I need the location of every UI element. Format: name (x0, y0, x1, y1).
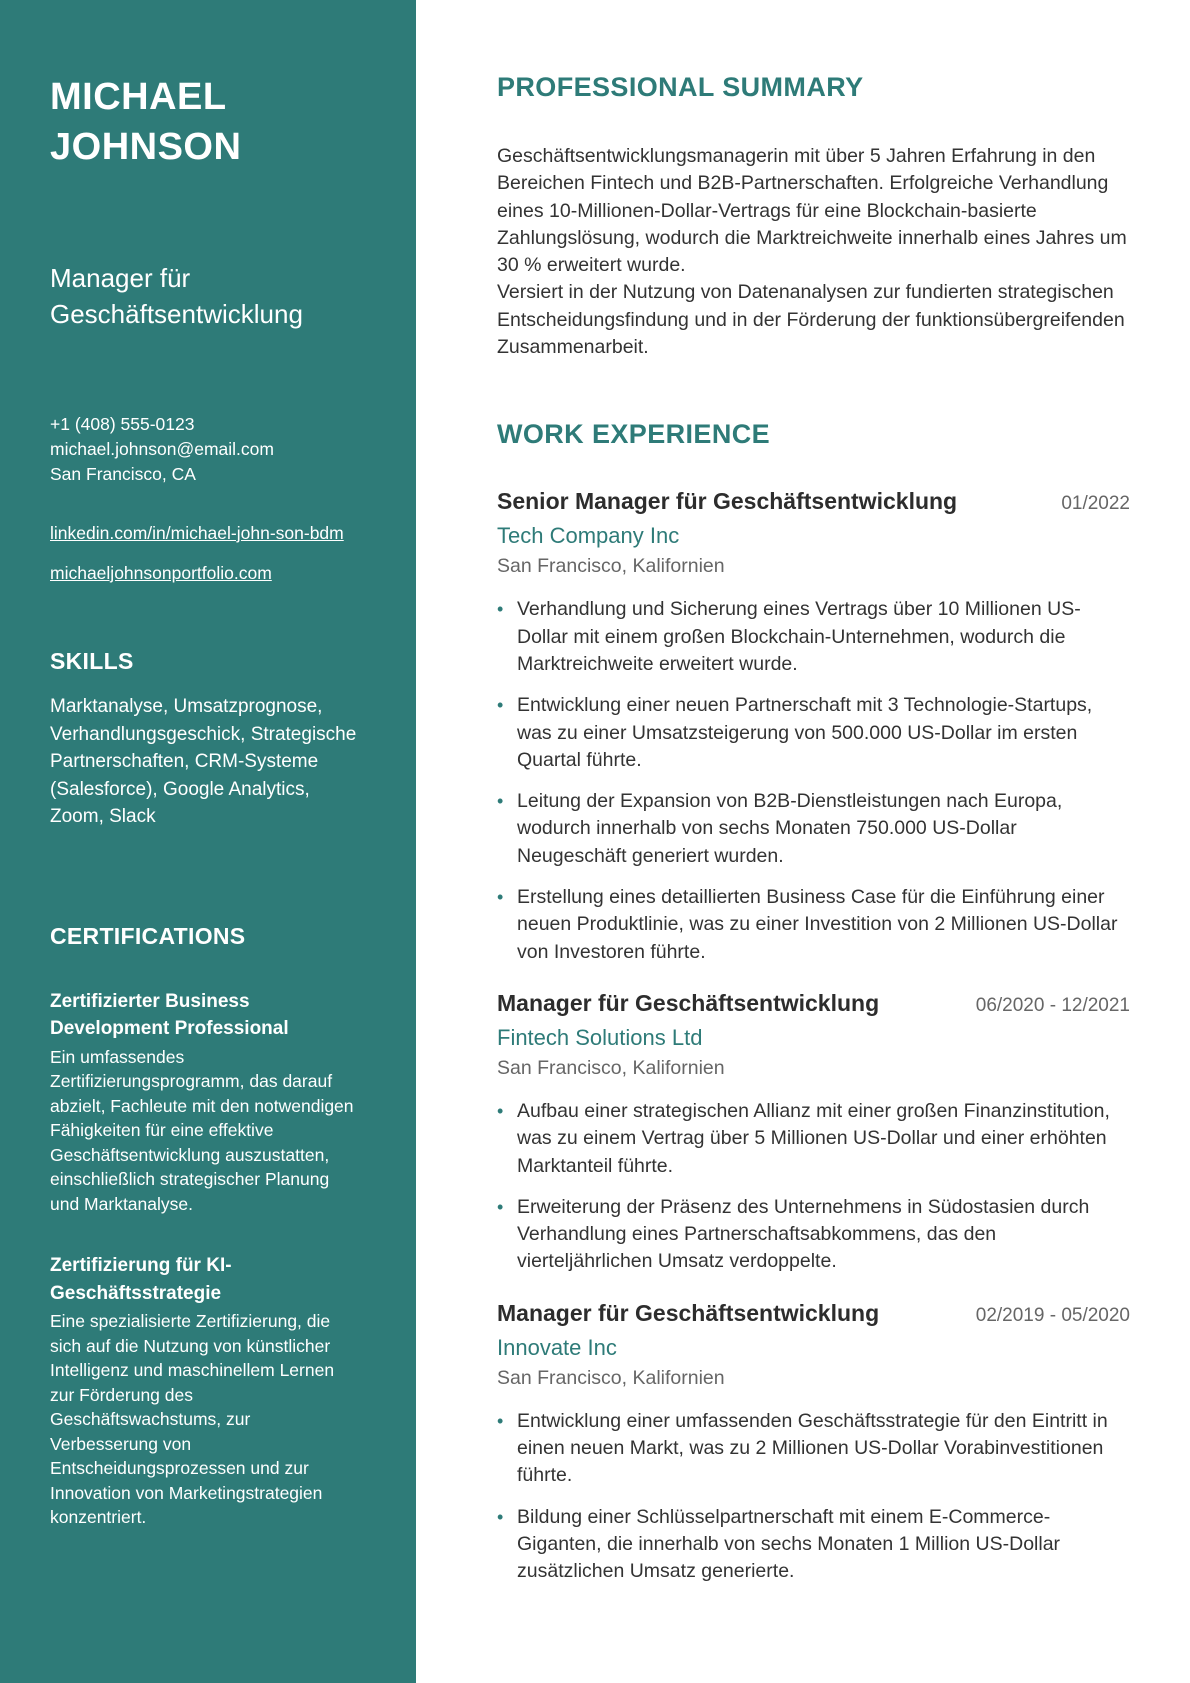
sidebar (0, 0, 416, 1683)
job-location: San Francisco, Kalifornien (497, 1056, 725, 1079)
bullet-text: Verhandlung und Sicherung eines Vertrags über 10 Millionen US-Dollar mit einem großen Blockchain-Unternehmen, wodurch die Marktreichweite erweitert wurde. (517, 598, 1081, 675)
certification-description: Eine spezialisierte Zertifizierung, die sich auf die Nutzung von künstlicher Intelligenz und maschinellem Lernen zur Förderung des Geschäftswachstums, zur Verbesserung von Entscheidungsprozessen und zur Innovation von Marketingstrategien konzentriert. (50, 1311, 335, 1527)
job-bullet (497, 788, 1130, 870)
bullet-text: Entwicklung einer umfassenden Geschäftsstrategie für den Eintritt in einen neuen Markt, was zu 2 Millionen US-Dollar Vorabinvestitionen führte. (517, 1409, 1108, 1487)
candidate-location: San Francisco, CA (50, 464, 196, 484)
company-name: Innovate Inc (497, 1334, 617, 1360)
bullet-dot-icon: • (497, 887, 504, 908)
company-name: Fintech Solutions Ltd (497, 1024, 703, 1050)
job-bullet (497, 1098, 1130, 1180)
job-header (497, 990, 1130, 1017)
summary-paragraph: Versiert in der Nutzung von Datenanalysen zur fundierten strategischen Entscheidungsfindung und in der Förderung der funktionsübergreifenden Zusammenarbeit. (497, 281, 1125, 359)
summary-heading: PROFESSIONAL SUMMARY (497, 72, 864, 102)
portfolio-link[interactable]: michaeljohnsonportfolio.com (50, 563, 272, 583)
bullet-text: Erweiterung der Präsenz des Unternehmens in Südostasien durch Verhandlung eines Partnerschaftsabkommens, das den vierteljährlichen Umsatz verdoppelte. (517, 1195, 1090, 1273)
job-date: 01/2022 (1061, 493, 1130, 515)
work-experience-heading: WORK EXPERIENCE (497, 419, 771, 450)
job-title: Senior Manager für Geschäftsentwicklung (497, 488, 958, 515)
job-bullets (497, 1098, 1130, 1276)
main-content (416, 0, 1190, 1683)
skills-heading: SKILLS (50, 648, 134, 674)
job-header (497, 1300, 1130, 1327)
job-bullet (497, 1408, 1130, 1490)
bullet-dot-icon: • (497, 695, 504, 716)
linkedin-link[interactable]: linkedin.com/in/michael-john-son-bdm (50, 523, 344, 543)
certification-title: Zertifizierung für KI-Geschäftsstrategie (50, 1255, 232, 1304)
job-date: 06/2020 - 12/2021 (975, 994, 1130, 1016)
job-bullet (497, 692, 1130, 774)
job-entry (497, 488, 1130, 966)
bullet-dot-icon: • (497, 599, 504, 620)
phone-number: +1 (408) 555-0123 (50, 414, 195, 434)
skills-list: Marktanalyse, Umsatzprognose, Verhandlungsgeschick, Strategische Partnerschaften, CRM-Systeme (Salesforce), Google Analytics, Zoom, Slack (50, 696, 357, 827)
certification-item (50, 1252, 366, 1530)
certifications-heading: CERTIFICATIONS (50, 922, 246, 949)
certification-item (50, 988, 366, 1217)
job-bullets (497, 1408, 1130, 1586)
company-name: Tech Company Inc (497, 523, 680, 549)
job-entry (497, 1300, 1130, 1586)
certification-description: Ein umfassendes Zertifizierungsprogramm, das darauf abzielt, Fachleute mit den notwendigen Fähigkeiten für eine effektive Geschäftsentwicklung auszustatten, einschließlich strategischer Planung und Marktanalyse. (50, 1046, 354, 1214)
job-title: Manager für Geschäftsentwicklung (497, 989, 880, 1016)
bullet-text: Aufbau einer strategischen Allianz mit einer großen Finanzinstitution, was zu einem Vertrag über 5 Millionen US-Dollar und einer erhöhten Marktanteil führte. (517, 1099, 1110, 1177)
bullet-text: Entwicklung einer neuen Partnerschaft mit 3 Technologie-Startups, was zu einer Umsatzsteigerung von 500.000 US-Dollar im ersten Quartal führte. (517, 694, 1093, 771)
job-bullet (497, 884, 1130, 966)
bullet-dot-icon: • (497, 1506, 504, 1527)
bullet-text: Bildung einer Schlüsselpartnerschaft mit einem E-Commerce-Giganten, die innerhalb von sechs Monaten 1 Million US-Dollar zusätzlichen Umsatz generierte. (517, 1505, 1061, 1583)
job-bullets (497, 596, 1130, 966)
bullet-dot-icon: • (497, 791, 504, 812)
job-title: Manager für Geschäftsentwicklung (497, 1299, 880, 1326)
job-bullet (497, 1504, 1130, 1586)
contact-info (50, 412, 366, 487)
job-location: San Francisco, Kalifornien (497, 555, 725, 578)
candidate-name: MICHAEL JOHNSON (50, 76, 242, 168)
job-date: 02/2019 - 05/2020 (975, 1304, 1130, 1326)
bullet-dot-icon: • (497, 1196, 504, 1217)
job-bullet (497, 596, 1130, 678)
bullet-text: Erstellung eines detaillierten Business Case für die Einführung einer neuen Produktlinie, was zu einer Investition von 2 Millionen US-Dollar von Investoren führte. (517, 886, 1118, 963)
bullet-text: Leitung der Expansion von B2B-Dienstleistungen nach Europa, wodurch innerhalb von sechs Monaten 750.000 US-Dollar Neugeschäft generiert wurden. (517, 790, 1063, 867)
bullet-dot-icon: • (497, 1410, 504, 1431)
candidate-role: Manager für Geschäftsentwicklung (50, 263, 303, 329)
profile-links (50, 521, 366, 586)
job-entry (497, 990, 1130, 1276)
professional-summary (497, 143, 1127, 361)
email-address: michael.johnson@email.com (50, 439, 274, 459)
job-header (497, 488, 1130, 515)
bullet-dot-icon: • (497, 1100, 504, 1121)
summary-paragraph: Geschäftsentwicklungsmanagerin mit über 5 Jahren Erfahrung in den Bereichen Fintech und B2B-Partnerschaften. Erfolgreiche Verhandlung eines 10-Millionen-Dollar-Vertrags für eine Blockchain-basierte Zahlungslösung, wodurch die Marktreichweite innerhalb eines Jahres um 30 % erweitert wurde. (497, 145, 1127, 277)
job-bullet (497, 1194, 1130, 1276)
certification-title: Zertifizierter Business Development Professional (50, 990, 289, 1039)
job-location: San Francisco, Kalifornien (497, 1366, 725, 1389)
